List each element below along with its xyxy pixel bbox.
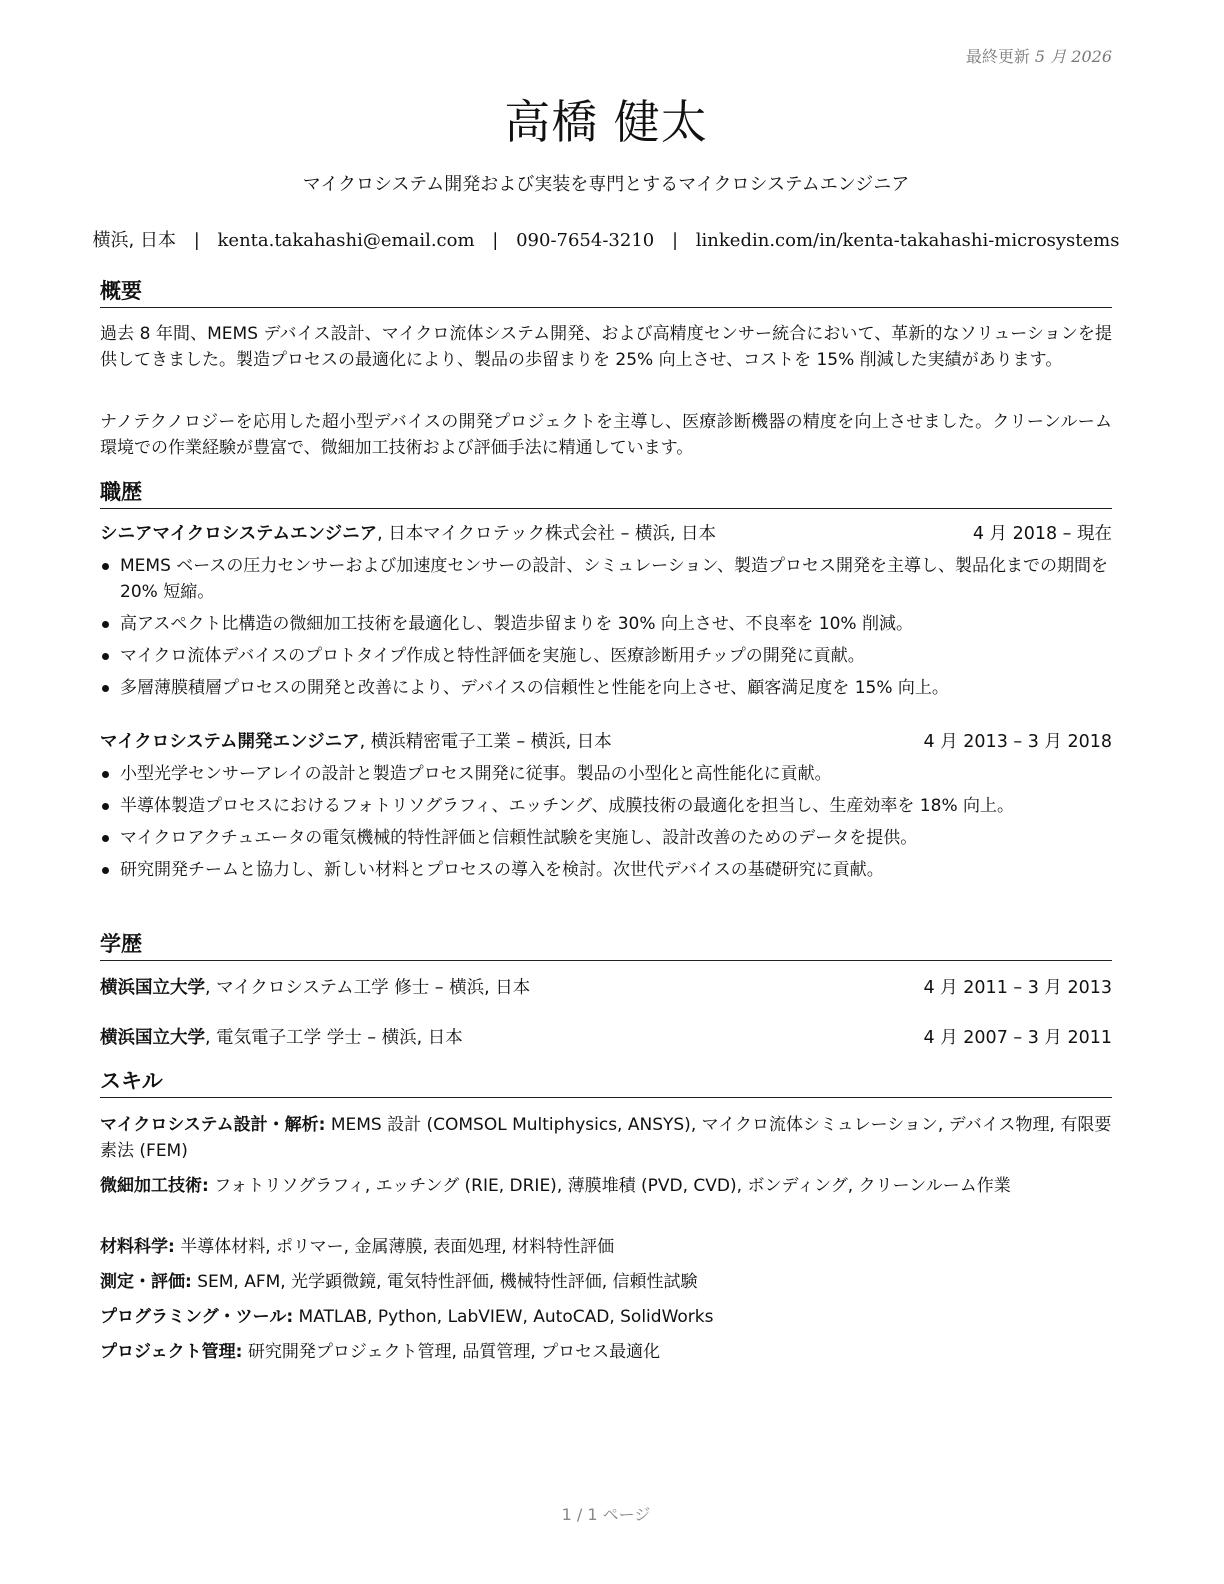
bullet-dot-icon — [102, 653, 109, 660]
section-title-summary: 概要 — [100, 277, 1112, 308]
candidate-name: 高橋 健太 — [504, 95, 708, 149]
contact-separator: | — [193, 230, 200, 251]
contact-location: 横浜, 日本 — [92, 230, 176, 251]
job-role: マイクロシステム開発エンジニア — [100, 732, 360, 752]
job-dates: 4 月 2018 – 現在 — [972, 524, 1112, 544]
job-role: シニアマイクロシステムエンジニア — [100, 524, 378, 544]
job-bullets — [100, 553, 1112, 707]
education-line — [100, 975, 530, 1001]
bullet-text: 高アスペクト比構造の微細加工技術を最適化し、製造歩留まりを 30% 向上させ、不良率を 10% 削減。 — [120, 614, 913, 634]
job-dates: 4 月 2013 – 3 月 2018 — [923, 732, 1112, 752]
bullet-text: マイクロアクチュエータの電気機械的特性評価と信頼性試験を実施し、設計改善のためのデータを提供。 — [120, 828, 918, 848]
job-bullets — [100, 761, 1112, 889]
skill-label: プログラミング・ツール: — [100, 1307, 294, 1327]
bullet-dot-icon — [102, 621, 109, 628]
bullet-dot-icon — [102, 835, 109, 842]
skill-item — [100, 1173, 1112, 1199]
last-updated-date: 5 月 2026 — [1034, 47, 1112, 66]
bullet-item — [100, 761, 1112, 787]
education-degree: , マイクロシステム工学 修士 – 横浜, 日本 — [205, 978, 531, 998]
skill-value: SEM, AFM, 光学顕微鏡, 電気特性評価, 機械特性評価, 信頼性試験 — [191, 1272, 698, 1292]
bullet-dot-icon — [102, 867, 109, 874]
resume-page — [92, 0, 1120, 1584]
job-title-line — [100, 729, 612, 755]
headline: マイクロシステム開発および実装を専門とするマイクロシステムエンジニア — [302, 174, 910, 195]
bullet-text: 小型光学センサーアレイの設計と製造プロセス開発に従事。製品の小型化と高性能化に貢献。 — [120, 764, 832, 784]
contact-email[interactable]: kenta.takahashi@email.com — [217, 230, 475, 251]
skill-label: 測定・評価: — [100, 1272, 192, 1292]
skill-label: マイクロシステム設計・解析: — [100, 1115, 326, 1135]
education-entry — [100, 1025, 1112, 1051]
bullet-text: 多層薄膜積層プロセスの開発と改善により、デバイスの信頼性と性能を向上させ、顧客満足度を 15% 向上。 — [120, 678, 949, 698]
skill-value: MATLAB, Python, LabVIEW, AutoCAD, SolidWorks — [293, 1307, 714, 1327]
skill-label: 微細加工技術: — [100, 1176, 209, 1196]
bullet-item — [100, 553, 1112, 605]
education-line — [100, 1025, 463, 1051]
contact-phone[interactable]: 090-7654-3210 — [516, 230, 655, 251]
bullet-dot-icon — [102, 685, 109, 692]
job-header — [100, 729, 1112, 755]
education-degree: , 電気電子工学 学士 – 横浜, 日本 — [205, 1028, 463, 1048]
section-title-skills: スキル — [100, 1067, 1112, 1098]
skill-item — [100, 1234, 1112, 1260]
job-title-line — [100, 521, 716, 547]
bullet-dot-icon — [102, 803, 109, 810]
job-header — [100, 521, 1112, 547]
bullet-text: MEMS ベースの圧力センサーおよび加速度センサーの設計、シミュレーション、製造プロセス開発を主導し、製品化までの期間を 20% 短縮。 — [120, 556, 1109, 602]
summary-paragraph-2: ナノテクノロジーを応用した超小型デバイスの開発プロジェクトを主導し、医療診断機器の精度を向上させました。クリーンルーム環境での作業経験が豊富で、微細加工技術および評価手法に精通しています。 — [100, 412, 1112, 458]
contact-separator: | — [492, 230, 499, 251]
skill-item — [100, 1339, 1112, 1365]
education-school: 横浜国立大学 — [100, 978, 205, 998]
skill-item — [100, 1269, 1112, 1295]
section-title-education: 学歴 — [100, 930, 1112, 961]
job-company: , 日本マイクロテック株式会社 – 横浜, 日本 — [377, 524, 717, 544]
last-updated-label: 最終更新 — [965, 47, 1030, 66]
page-indicator: 1 / 1 ページ — [561, 1505, 651, 1524]
skill-label: プロジェクト管理: — [100, 1342, 243, 1362]
skill-item — [100, 1304, 1112, 1330]
bullet-item — [100, 793, 1112, 819]
bullet-dot-icon — [102, 563, 109, 570]
last-updated — [966, 44, 1112, 67]
summary-paragraph-1: 過去 8 年間、MEMS デバイス設計、マイクロ流体システム開発、および高精度センサー統合において、革新的なソリューションを提供してきました。製造プロセスの最適化により、製品の歩留まりを 25% 向上させ、コストを 15% 削減した実績があります。 — [100, 324, 1112, 370]
skill-label: 材料科学: — [100, 1237, 175, 1257]
contact-linkedin[interactable]: linkedin.com/in/kenta-takahashi-microsystems — [695, 230, 1120, 251]
bullet-item — [100, 611, 1112, 637]
bullet-text: マイクロ流体デバイスのプロトタイプ作成と特性評価を実施し、医療診断用チップの開発に貢献。 — [120, 646, 865, 666]
bullet-item — [100, 643, 1112, 669]
contact-separator: | — [671, 230, 679, 251]
bullet-dot-icon — [102, 771, 109, 778]
education-dates: 4 月 2007 – 3 月 2011 — [923, 1028, 1112, 1048]
skill-item — [100, 1112, 1112, 1164]
education-school: 横浜国立大学 — [100, 1028, 205, 1048]
skill-value: MEMS 設計 (COMSOL Multiphysics, ANSYS), マイクロ流体シミュレーション, デバイス物理, 有限要素法 (FEM) — [100, 1115, 1112, 1161]
bullet-item — [100, 825, 1112, 851]
bullet-text: 研究開発チームと協力し、新しい材料とプロセスの導入を検討。次世代デバイスの基礎研究に貢献。 — [120, 860, 884, 880]
education-dates: 4 月 2011 – 3 月 2013 — [923, 978, 1112, 998]
skill-value: 研究開発プロジェクト管理, 品質管理, プロセス最適化 — [242, 1342, 661, 1362]
job-company: , 横浜精密電子工業 – 横浜, 日本 — [359, 732, 612, 752]
education-entry — [100, 975, 1112, 1001]
skill-value: 半導体材料, ポリマー, 金属薄膜, 表面処理, 材料特性評価 — [174, 1237, 615, 1257]
section-title-experience: 職歴 — [100, 478, 1112, 509]
bullet-text: 半導体製造プロセスにおけるフォトリソグラフィ、エッチング、成膜技術の最適化を担当し、生産効率を 18% 向上。 — [120, 796, 1015, 816]
bullet-item — [100, 857, 1112, 883]
contact-line — [80, 226, 1132, 252]
bullet-item — [100, 675, 1112, 701]
skill-value: フォトリソグラフィ, エッチング (RIE, DRIE), 薄膜堆積 (PVD, CVD), ボンディング, クリーンルーム作業 — [208, 1176, 1011, 1196]
